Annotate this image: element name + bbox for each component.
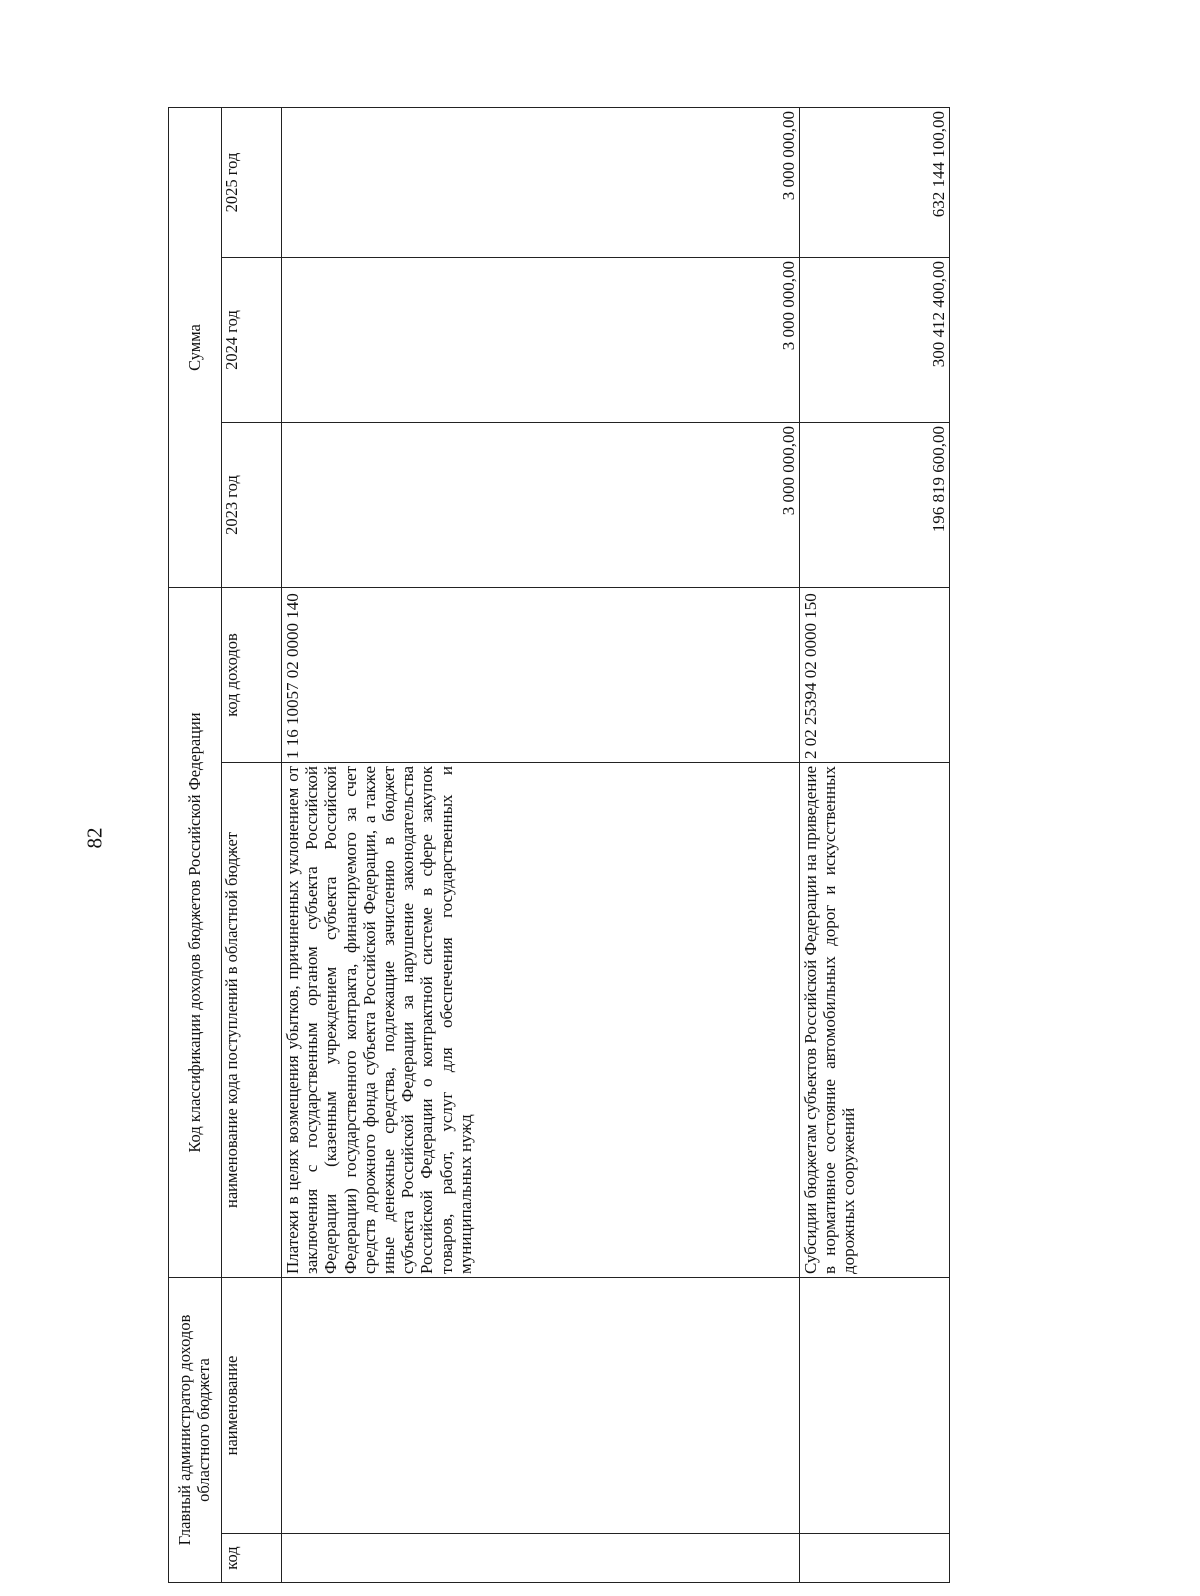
revenue-table-container bbox=[168, 108, 953, 1583]
header-classification-group: Код классификации доходов бюджетов Российской Федерации bbox=[169, 587, 222, 1277]
header-year-2024: 2024 год bbox=[222, 257, 282, 422]
income-code-cell: 1 16 10057 02 0000 140 bbox=[282, 587, 800, 762]
header-admin-code: код bbox=[222, 1534, 282, 1583]
sum-2025-cell: 632 144 100,00 bbox=[800, 107, 950, 257]
header-admin-name: наименование bbox=[222, 1278, 282, 1534]
table-row bbox=[282, 107, 800, 1582]
revenue-table bbox=[168, 107, 950, 1583]
income-code-cell: 2 02 25394 02 0000 150 bbox=[800, 587, 950, 762]
page-number: 82 bbox=[82, 827, 107, 849]
admin-name-cell bbox=[282, 1278, 800, 1534]
income-description-cell: Платежи в целях возмещения убытков, причиненных уклонением от заключения с государственным органом субъекта Российской Федерации (казенным учреждением субъекта Российской Федерации) государственного контракта, финансируемого за счет средств дорожного фонда субъекта Российской Федерации, а также иные денежные средства, подлежащие зачислению в бюджет субъекта Российской Федерации за нарушение законодательства Российской Федерации о контрактной системе в сфере закупок товаров, работ, услуг для обеспечения государственных и муниципальных нужд bbox=[282, 763, 800, 1278]
header-sum-group: Сумма bbox=[169, 107, 222, 587]
sum-2023-cell: 196 819 600,00 bbox=[800, 422, 950, 587]
sum-2024-cell: 3 000 000,00 bbox=[282, 257, 800, 422]
sum-2023-cell: 3 000 000,00 bbox=[282, 422, 800, 587]
income-description-cell: Субсидии бюджетам субъектов Российской Федерации на приведение в нормативное состояние автомобильных дорог и искусственных дорожных сооружений bbox=[800, 763, 950, 1278]
admin-name-cell bbox=[800, 1278, 950, 1534]
admin-code-cell bbox=[282, 1534, 800, 1583]
table-row bbox=[800, 107, 950, 1582]
header-year-2023: 2023 год bbox=[222, 422, 282, 587]
sum-2024-cell: 300 412 400,00 bbox=[800, 257, 950, 422]
header-income-code: код доходов bbox=[222, 587, 282, 762]
header-year-2025: 2025 год bbox=[222, 107, 282, 257]
sum-2025-cell: 3 000 000,00 bbox=[282, 107, 800, 257]
header-income-name: наименование кода поступлений в областной бюджет bbox=[222, 763, 282, 1278]
admin-code-cell bbox=[800, 1534, 950, 1583]
header-admin-group: Главный администратор доходов областного бюджета bbox=[169, 1278, 222, 1583]
